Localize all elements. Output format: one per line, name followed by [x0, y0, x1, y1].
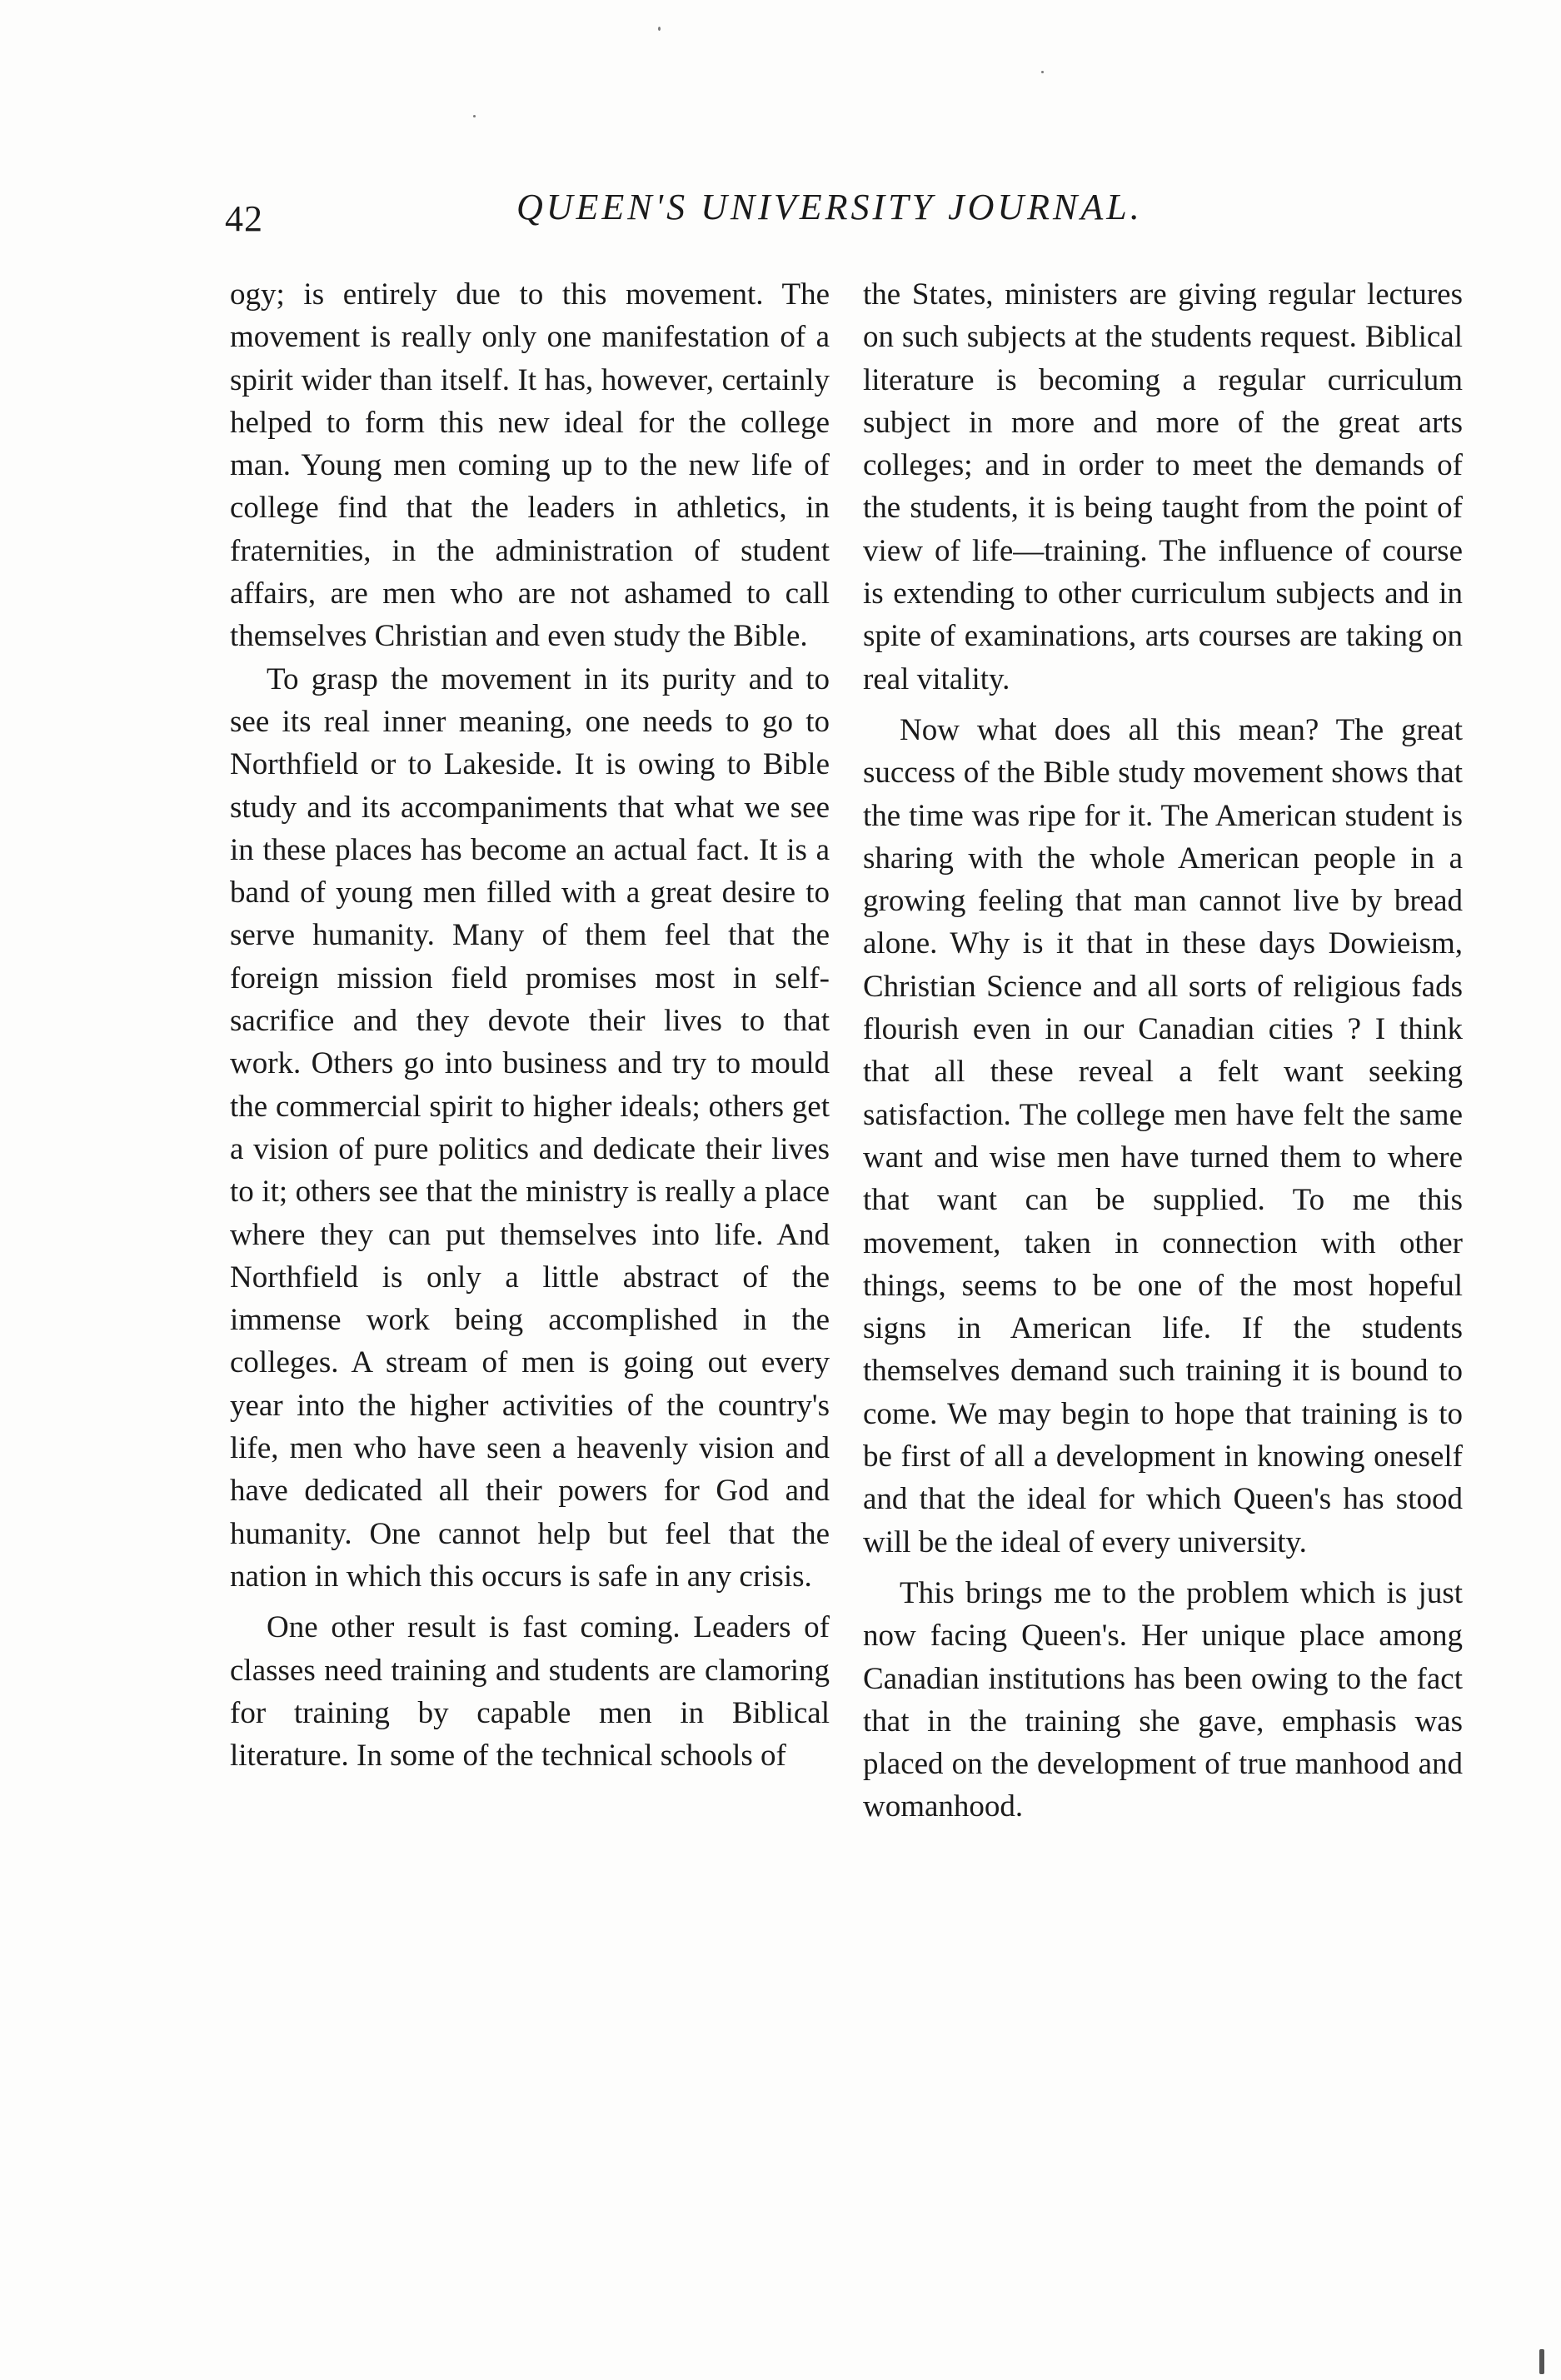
left-column — [230, 273, 830, 1777]
paragraph: This brings me to the problem which is just now facing Queen's. Her unique place among Canadian institutions has been owing to the fact that in the training she gave, emphasis was placed on the development of true manhood and womanhood. — [863, 1575, 1463, 1824]
paragraph: the States, ministers are giving regular lectures on such subjects at the students request. Biblical literature is becoming a regular curriculum subject in more and more of the great arts colleges; and in order to meet the demands of the students, it is being taught from the point of view of life—training. The influence of course is extending to other curriculum subjects and in spite of examinations, arts courses are taking on real vitality. — [863, 277, 1463, 696]
page-number: 42 — [225, 198, 263, 239]
running-title: QUEEN'S UNIVERSITY JOURNAL. — [516, 187, 1143, 227]
print-speck — [658, 27, 661, 31]
paragraph: To grasp the movement in its purity and to see its real inner meaning, one needs to go to Northfield or to Lakeside. It is owing to Bible study and its accompaniments that what we see in these places has become an actual fact. It is a band of young men filled with a great desire to serve humanity. Many of them feel that the foreign mission field promises most in self-sacrifice and they devote their lives to that work. Others go into business and try to mould the commercial spirit to higher ideals; others get a vision of pure politics and dedicate their lives to it; others see that the ministry is really a place where they can put themselves into life. And Northfield is only a little abstract of the immense work being accomplished in the colleges. A stream of men is going out every year into the higher activities of the country's life, men who have seen a heavenly vision and have dedicated all their powers for God and humanity. One cannot help but feel that the nation in which this occurs is safe in any crisis. — [230, 661, 830, 1594]
print-speck — [1539, 2349, 1544, 2374]
paragraph: ogy; is entirely due to this movement. The movement is really only one manifestation of a spirit wider than itself. It has, however, certainly helped to form this new ideal for the college man. Young men coming up to the new life of college find that the leaders in athletics, in fraternities, in the administration of student affairs, are men who are not ashamed to call themselves Christian and even study the Bible. — [230, 277, 830, 654]
print-speck — [1041, 71, 1044, 73]
paragraph: Now what does all this mean? The great success of the Bible study movement shows that the time was ripe for it. The American student is sharing with the whole American people in a growing feeling that man cannot live by bread alone. Why is it that in these days Dowieism, Christian Science and all sorts of religious fads flourish even in our Canadian cities ? I think that all these reveal a felt want seeking satisfaction. The college men have felt the same want and wise men have turned them to where that want can be supplied. To me this movement, taken in connection with other things, seems to be one of the most hopeful signs in American life. If the students themselves demand such training it is bound to come. We may begin to hope that training is to be first of all a development in knowing oneself and that the ideal for which Queen's has stood will be the ideal of every university. — [863, 712, 1463, 1559]
paragraph: One other result is fast coming. Leaders of classes need training and students are clamoring for training by capable men in Biblical literature. In some of the technical schools of — [230, 1610, 830, 1774]
print-speck — [473, 115, 476, 117]
page-header — [0, 179, 1561, 237]
right-column — [863, 273, 1463, 1829]
